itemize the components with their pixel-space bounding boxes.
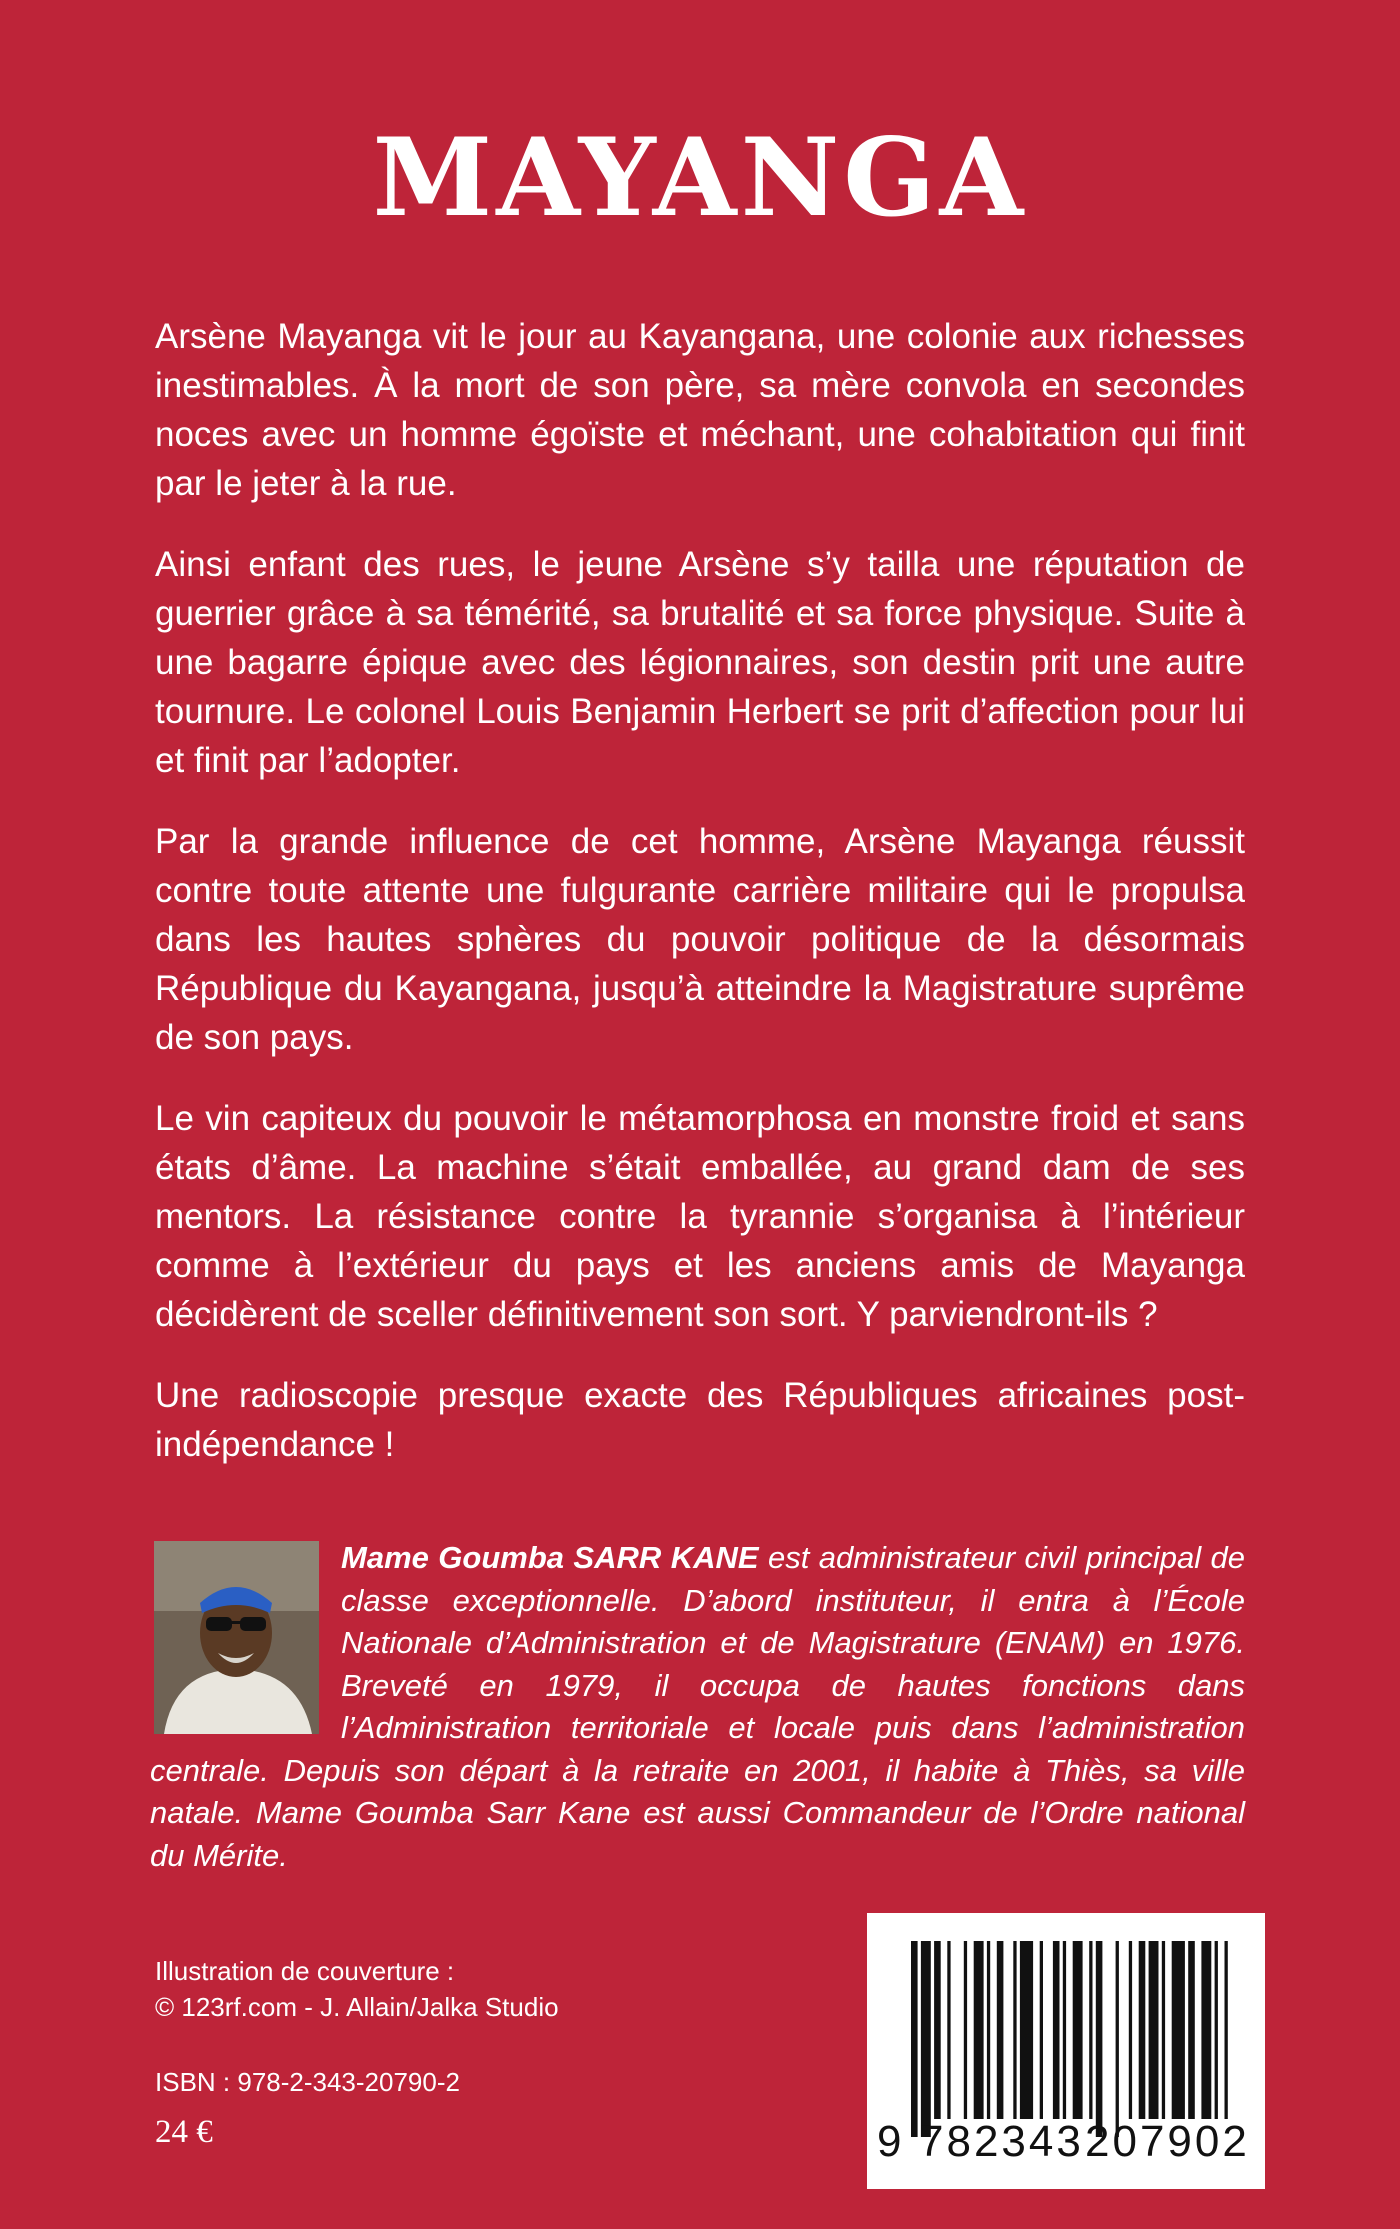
barcode-bar	[1040, 1941, 1043, 2119]
barcode-bar	[1139, 1941, 1146, 2119]
barcode-bar	[1188, 1941, 1195, 2119]
barcode-bar	[1225, 1941, 1228, 2119]
barcode-bar	[1129, 1941, 1132, 2119]
author-bio	[150, 1537, 1245, 1877]
barcode-bar	[1162, 1941, 1165, 2119]
barcode-bar	[987, 1941, 990, 2119]
blurb-paragraph: Ainsi enfant des rues, le jeune Arsène s’y tailla une réputation de guerrier grâce à sa témérité, sa brutalité et sa force physique. Suite à une bagarre épique avec des légionnaires, son destin prit une autre tournure. Le colonel Louis Benjamin Herbert se prit d’affection pour lui et finit par l’adopter.	[155, 545, 1245, 780]
barcode-bar	[1172, 1941, 1185, 2119]
barcode-digit-group: 782343	[919, 2117, 1084, 2166]
cover-credits	[155, 1953, 559, 2025]
barcode-bar	[1215, 1941, 1218, 2119]
barcode-bar	[1073, 1941, 1083, 2119]
barcode-bar	[1116, 1941, 1119, 2137]
barcode-digit-group: 207902	[1085, 2117, 1250, 2166]
price: 24 €	[155, 2114, 213, 2150]
blurb-paragraph: Arsène Mayanga vit le jour au Kayangana, une colonie aux richesses inestimables. À la mort de son père, sa mère convola en secondes noces avec un homme égoïste et méchant, une cohabitation qui finit par le jeter à la rue.	[155, 317, 1245, 503]
blurb-paragraph: Une radioscopie presque exacte des Républiques africaines post-indépendance !	[155, 1376, 1245, 1464]
barcode-bar	[1089, 1941, 1092, 2119]
credits-line: © 123rf.com - J. Allain/Jalka Studio	[155, 1992, 559, 2022]
author-bio-text: est administrateur civil principal de classe exceptionnelle. D’abord instituteur, il entra à l’École Nationale d’Administration et de Magistrature (ENAM) en 1976. Breveté en 1979, il occupa de hautes fonctions dans l’Administration territoriale et locale puis dans l’administration centrale. Depuis son départ à la retraite en 2001, il habite à Thiès, sa ville natale. Mame Goumba Sarr Kane est aussi Commandeur de l’Ordre national du Mérite.	[150, 1540, 1245, 1873]
barcode-bar	[911, 1941, 918, 2137]
barcode-bar	[921, 1941, 931, 2137]
author-portrait-illustration	[154, 1541, 319, 1734]
blurb-paragraph: Le vin capiteux du pouvoir le métamorphosa en monstre froid et sans états d’âme. La machine s’était emballée, au grand dam de ses mentors. La résistance contre la tyrannie s’organisa à l’intérieur comme à l’extérieur du pays et les anciens amis de Mayanga décidèrent de sceller définitivement son sort. Y parviendront-ils ?	[155, 1099, 1245, 1334]
barcode-bar	[934, 1941, 941, 2119]
book-title: MAYANGA	[372, 115, 1028, 241]
author-photo	[154, 1541, 319, 1734]
blurb	[155, 312, 1245, 1501]
barcode-lead-digit: 9	[877, 2117, 902, 2166]
barcode-bar	[1149, 1941, 1159, 2119]
author-name: Mame Goumba SARR KANE	[341, 1540, 759, 1575]
barcode-bar	[1096, 1941, 1103, 2137]
barcode-bar	[997, 1941, 1004, 2119]
barcode-bar	[974, 1941, 984, 2119]
barcode-bar	[1020, 1941, 1033, 2119]
barcode-bar	[947, 1941, 950, 2119]
barcode-bar	[1201, 1941, 1211, 2119]
barcode-bar	[1063, 1941, 1066, 2119]
isbn: ISBN : 978-2-343-20790-2	[155, 2067, 460, 2097]
barcode	[867, 1913, 1265, 2189]
barcode-bar	[964, 1941, 967, 2119]
credits-line: Illustration de couverture :	[155, 1956, 455, 1986]
blurb-paragraph: Par la grande influence de cet homme, Arsène Mayanga réussit contre toute attente une fulgurante carrière militaire qui le propulsa dans les hautes sphères du pouvoir politique de la désormais République du Kayangana, jusqu’à atteindre la Magistrature suprême de son pays.	[155, 822, 1245, 1057]
barcode-bar	[1053, 1941, 1060, 2119]
barcode-bar	[1013, 1941, 1016, 2119]
